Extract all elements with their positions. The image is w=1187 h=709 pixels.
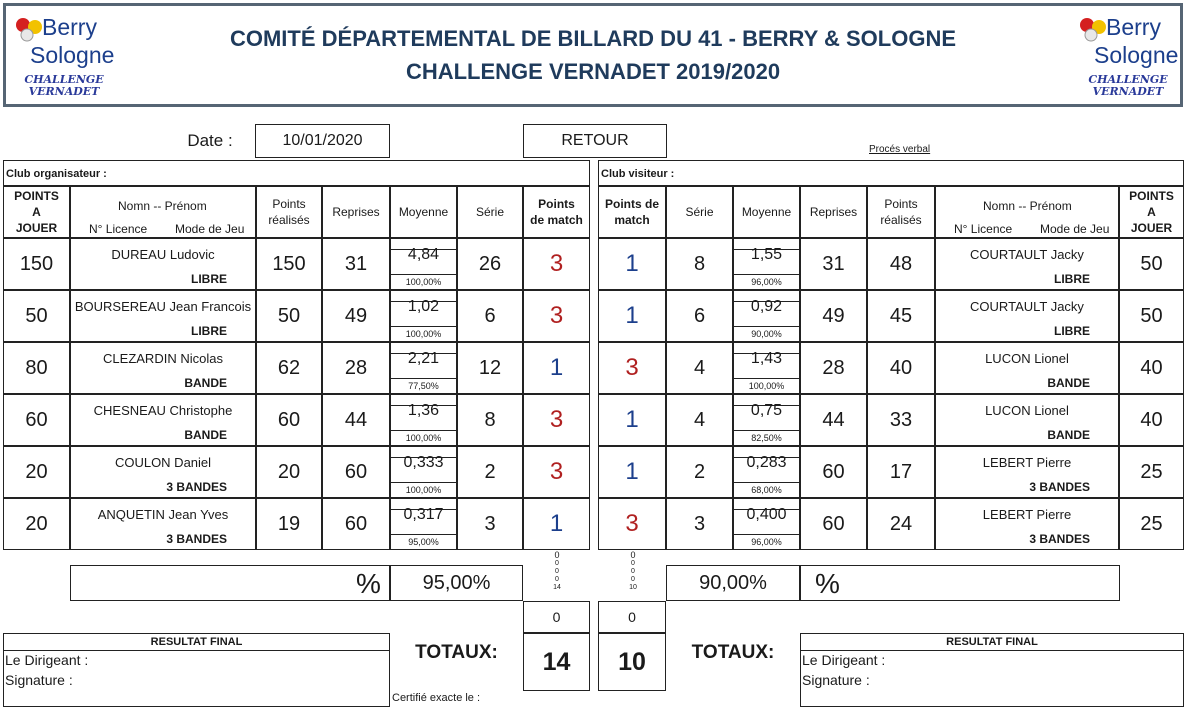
moyenne-value: 1,02 bbox=[407, 298, 440, 315]
home-result-label: RESULTAT FINAL bbox=[150, 636, 243, 648]
home-points-realises: 20 bbox=[256, 446, 322, 498]
game-mode: BANDE bbox=[1047, 428, 1090, 442]
home-serie: 26 bbox=[457, 238, 523, 290]
home-reprises: 49 bbox=[322, 290, 390, 342]
away-hdr-nom bbox=[935, 186, 1119, 238]
away-points-realises: 45 bbox=[867, 290, 935, 342]
away-zero-cell: 0 bbox=[598, 601, 666, 633]
home-points-realises: 50 bbox=[256, 290, 322, 342]
game-mode: LIBRE bbox=[1054, 324, 1090, 338]
home-serie: 8 bbox=[457, 394, 523, 446]
moyenne-percent: 68,00% bbox=[751, 485, 782, 495]
moyenne-value: 1,36 bbox=[407, 402, 440, 419]
home-points-a-jouer: 20 bbox=[3, 498, 70, 550]
home-points-a-jouer: 150 bbox=[3, 238, 70, 290]
moyenne-cell bbox=[390, 290, 457, 342]
home-reprises: 31 bbox=[322, 238, 390, 290]
home-mini-2: 0 bbox=[555, 568, 559, 575]
player-name: CLEZARDIN Nicolas bbox=[103, 351, 223, 366]
away-reprises: 49 bbox=[800, 290, 867, 342]
away-pct-symbol: % bbox=[815, 568, 840, 599]
home-mini-col bbox=[545, 550, 569, 592]
home-pct-symbol: % bbox=[356, 568, 381, 599]
logo-sologne: Sologne bbox=[1094, 42, 1179, 68]
away-signature: Signature : bbox=[802, 672, 870, 688]
player-name: LEBERT Pierre bbox=[982, 455, 1072, 470]
home-mini-1: 0 bbox=[555, 560, 559, 567]
home-points-match: 1 bbox=[523, 498, 590, 550]
home-points-match: 3 bbox=[523, 446, 590, 498]
home-mini-3: 0 bbox=[555, 576, 559, 583]
home-points-match: 3 bbox=[523, 238, 590, 290]
home-hdr-paj: POINTS A JOUER bbox=[3, 186, 70, 238]
home-reprises: 60 bbox=[322, 498, 390, 550]
moyenne-percent: 90,00% bbox=[751, 329, 782, 339]
away-totaux: TOTAUX: bbox=[691, 642, 775, 663]
home-hdr-licence: N° Licence bbox=[89, 222, 148, 236]
moyenne-value: 0,283 bbox=[746, 454, 787, 471]
away-total: 10 bbox=[598, 633, 666, 691]
away-pct-box bbox=[800, 565, 1120, 601]
home-hdr-moy: Moyenne bbox=[390, 186, 457, 238]
game-mode: 3 BANDES bbox=[1029, 532, 1090, 546]
player-cell bbox=[70, 238, 256, 290]
home-total: 14 bbox=[523, 633, 590, 691]
away-club-label: Club visiteur : bbox=[598, 160, 1184, 186]
moyenne-percent: 82,50% bbox=[751, 433, 782, 443]
home-hdr-serie: Série bbox=[457, 186, 523, 238]
away-hdr-licence: N° Licence bbox=[954, 222, 1013, 236]
away-hdr-moy: Moyenne bbox=[733, 186, 800, 238]
moyenne-value: 4,84 bbox=[407, 246, 440, 263]
moyenne-value: 0,400 bbox=[746, 506, 787, 523]
away-mini-2: 0 bbox=[631, 568, 635, 575]
home-points-a-jouer: 80 bbox=[3, 342, 70, 394]
home-pct-box bbox=[70, 565, 390, 601]
away-serie: 6 bbox=[666, 290, 733, 342]
away-hdr-rep: Reprises bbox=[800, 186, 867, 238]
home-hdr-pts: Points réalisés bbox=[256, 186, 322, 238]
away-hdr-paj: POINTS A JOUER bbox=[1119, 186, 1184, 238]
moyenne-value: 1,55 bbox=[750, 246, 783, 263]
player-name: BOURSEREAU Jean Francois bbox=[74, 299, 252, 314]
home-points-match: 3 bbox=[523, 290, 590, 342]
moyenne-percent: 100,00% bbox=[405, 277, 442, 287]
away-points-match: 1 bbox=[598, 238, 666, 290]
game-mode: 3 BANDES bbox=[1029, 480, 1090, 494]
away-reprises: 28 bbox=[800, 342, 867, 394]
away-pct-total: 90,00% bbox=[666, 565, 800, 601]
moyenne-percent: 100,00% bbox=[405, 433, 442, 443]
home-pct-total: 95,00% bbox=[390, 565, 523, 601]
home-hdr-rep: Reprises bbox=[322, 186, 390, 238]
player-cell bbox=[935, 394, 1119, 446]
moyenne-cell bbox=[733, 342, 800, 394]
logo-berry: Berry bbox=[42, 14, 97, 40]
logo-challenge: CHALLENGE VERNADET bbox=[24, 73, 104, 98]
game-mode: LIBRE bbox=[191, 272, 227, 286]
home-mini-4: 14 bbox=[553, 584, 561, 591]
logo-berry: Berry bbox=[1106, 14, 1161, 40]
player-cell bbox=[70, 290, 256, 342]
away-points-match: 3 bbox=[598, 342, 666, 394]
moyenne-cell bbox=[733, 498, 800, 550]
away-points-match: 3 bbox=[598, 498, 666, 550]
away-points-a-jouer: 50 bbox=[1119, 238, 1184, 290]
home-points-a-jouer: 60 bbox=[3, 394, 70, 446]
logo-sologne: Sologne bbox=[30, 42, 115, 68]
home-points-realises: 60 bbox=[256, 394, 322, 446]
player-cell bbox=[70, 342, 256, 394]
away-mini-1: 0 bbox=[631, 560, 635, 567]
away-points-a-jouer: 40 bbox=[1119, 394, 1184, 446]
moyenne-cell bbox=[390, 446, 457, 498]
home-reprises: 28 bbox=[322, 342, 390, 394]
moyenne-value: 0,333 bbox=[403, 454, 444, 471]
away-points-realises: 24 bbox=[867, 498, 935, 550]
home-points-realises: 19 bbox=[256, 498, 322, 550]
player-name: COURTAULT Jacky bbox=[970, 247, 1084, 262]
player-name: LUCON Lionel bbox=[985, 403, 1069, 418]
away-hdr-pts: Points réalisés bbox=[867, 186, 935, 238]
game-mode: LIBRE bbox=[191, 324, 227, 338]
away-serie: 3 bbox=[666, 498, 733, 550]
logo-challenge: CHALLENGE VERNADET bbox=[1088, 73, 1168, 98]
player-name: DUREAU Ludovic bbox=[111, 247, 215, 262]
home-serie: 2 bbox=[457, 446, 523, 498]
player-cell bbox=[70, 498, 256, 550]
moyenne-cell bbox=[390, 342, 457, 394]
player-cell bbox=[935, 446, 1119, 498]
away-mini-0: 0 bbox=[630, 550, 636, 560]
home-points-realises: 150 bbox=[256, 238, 322, 290]
away-mini-4: 10 bbox=[629, 584, 637, 591]
moyenne-value: 2,21 bbox=[407, 350, 440, 367]
player-name: CHESNEAU Christophe bbox=[93, 403, 233, 418]
away-mini-3: 0 bbox=[631, 576, 635, 583]
away-points-realises: 33 bbox=[867, 394, 935, 446]
game-mode: BANDE bbox=[184, 428, 227, 442]
date-label: Date : bbox=[187, 131, 233, 150]
home-points-a-jouer: 20 bbox=[3, 446, 70, 498]
player-cell bbox=[935, 498, 1119, 550]
away-points-realises: 17 bbox=[867, 446, 935, 498]
moyenne-cell bbox=[390, 394, 457, 446]
moyenne-percent: 77,50% bbox=[408, 381, 439, 391]
moyenne-percent: 95,00% bbox=[408, 537, 439, 547]
game-mode: 3 BANDES bbox=[166, 532, 227, 546]
away-hdr-nom-label: Nomn -- Prénom bbox=[983, 199, 1072, 213]
moyenne-value: 0,317 bbox=[403, 506, 444, 523]
game-mode: 3 BANDES bbox=[166, 480, 227, 494]
moyenne-percent: 100,00% bbox=[405, 485, 442, 495]
player-cell bbox=[935, 238, 1119, 290]
away-result-label: RESULTAT FINAL bbox=[946, 636, 1038, 648]
moyenne-cell bbox=[390, 238, 457, 290]
moyenne-percent: 100,00% bbox=[748, 381, 785, 391]
date-field[interactable]: 10/01/2020 bbox=[255, 124, 390, 158]
home-result-divider bbox=[4, 650, 389, 651]
home-hdr-nom bbox=[70, 186, 256, 238]
game-mode: LIBRE bbox=[1054, 272, 1090, 286]
away-points-match: 1 bbox=[598, 394, 666, 446]
away-result-divider bbox=[801, 650, 1183, 651]
game-mode: BANDE bbox=[184, 376, 227, 390]
moyenne-percent: 96,00% bbox=[751, 537, 782, 547]
away-points-match: 1 bbox=[598, 446, 666, 498]
moyenne-percent: 100,00% bbox=[405, 329, 442, 339]
moyenne-cell bbox=[733, 446, 800, 498]
home-points-realises: 62 bbox=[256, 342, 322, 394]
away-serie: 8 bbox=[666, 238, 733, 290]
home-club-label: Club organisateur : bbox=[3, 160, 590, 186]
moyenne-value: 1,43 bbox=[750, 350, 783, 367]
away-result-box bbox=[800, 633, 1184, 707]
moyenne-value: 0,75 bbox=[750, 402, 783, 419]
player-name: ANQUETIN Jean Yves bbox=[97, 507, 229, 522]
moyenne-cell bbox=[733, 290, 800, 342]
home-points-match: 3 bbox=[523, 394, 590, 446]
away-reprises: 31 bbox=[800, 238, 867, 290]
game-mode: BANDE bbox=[1047, 376, 1090, 390]
away-hdr-serie: Série bbox=[666, 186, 733, 238]
home-hdr-mode: Mode de Jeu bbox=[175, 222, 245, 236]
away-reprises: 60 bbox=[800, 446, 867, 498]
page-title: COMITÉ DÉPARTEMENTAL DE BILLARD DU 41 - BERRY & SOLOGNE bbox=[229, 26, 957, 51]
home-totaux: TOTAUX: bbox=[415, 642, 498, 663]
player-name: COULON Daniel bbox=[114, 455, 212, 470]
home-dirigeant: Le Dirigeant : bbox=[5, 652, 89, 668]
home-hdr-nom-label: Nomn -- Prénom bbox=[118, 199, 207, 213]
pv-link[interactable]: Procés verbal bbox=[869, 144, 931, 155]
away-points-match: 1 bbox=[598, 290, 666, 342]
page-subtitle: CHALLENGE VERNADET 2019/2020 bbox=[405, 59, 781, 84]
player-name: LEBERT Pierre bbox=[982, 507, 1072, 522]
player-name: COURTAULT Jacky bbox=[970, 299, 1084, 314]
away-points-a-jouer: 25 bbox=[1119, 446, 1184, 498]
away-points-a-jouer: 40 bbox=[1119, 342, 1184, 394]
home-serie: 12 bbox=[457, 342, 523, 394]
player-name: LUCON Lionel bbox=[985, 351, 1069, 366]
player-cell bbox=[935, 290, 1119, 342]
home-points-match: 1 bbox=[523, 342, 590, 394]
moyenne-cell bbox=[733, 394, 800, 446]
home-serie: 3 bbox=[457, 498, 523, 550]
away-dirigeant: Le Dirigeant : bbox=[802, 652, 886, 668]
player-cell bbox=[70, 394, 256, 446]
away-serie: 4 bbox=[666, 394, 733, 446]
home-zero-cell: 0 bbox=[523, 601, 590, 633]
logo-right bbox=[1076, 12, 1180, 102]
away-reprises: 44 bbox=[800, 394, 867, 446]
away-reprises: 60 bbox=[800, 498, 867, 550]
moyenne-cell bbox=[390, 498, 457, 550]
home-reprises: 60 bbox=[322, 446, 390, 498]
page-header bbox=[3, 3, 1183, 107]
home-hdr-pm: Points de match bbox=[523, 186, 590, 238]
home-signature: Signature : bbox=[5, 672, 73, 688]
away-serie: 2 bbox=[666, 446, 733, 498]
moyenne-value: 0,92 bbox=[750, 298, 783, 315]
moyenne-cell bbox=[733, 238, 800, 290]
away-mini-col bbox=[621, 550, 645, 592]
away-hdr-mode: Mode de Jeu bbox=[1040, 222, 1110, 236]
home-points-a-jouer: 50 bbox=[3, 290, 70, 342]
home-serie: 6 bbox=[457, 290, 523, 342]
away-serie: 4 bbox=[666, 342, 733, 394]
certifie-label: Certifié exacte le : bbox=[392, 692, 481, 704]
leg-field[interactable]: RETOUR bbox=[523, 124, 667, 158]
away-points-realises: 48 bbox=[867, 238, 935, 290]
home-mini-0: 0 bbox=[554, 550, 560, 560]
player-cell bbox=[70, 446, 256, 498]
away-points-realises: 40 bbox=[867, 342, 935, 394]
player-cell bbox=[935, 342, 1119, 394]
away-points-a-jouer: 25 bbox=[1119, 498, 1184, 550]
billiard-balls-icon bbox=[1078, 16, 1108, 42]
away-hdr-pm: Points de match bbox=[598, 186, 666, 238]
home-reprises: 44 bbox=[322, 394, 390, 446]
away-points-a-jouer: 50 bbox=[1119, 290, 1184, 342]
moyenne-percent: 96,00% bbox=[751, 277, 782, 287]
home-result-box bbox=[3, 633, 390, 707]
